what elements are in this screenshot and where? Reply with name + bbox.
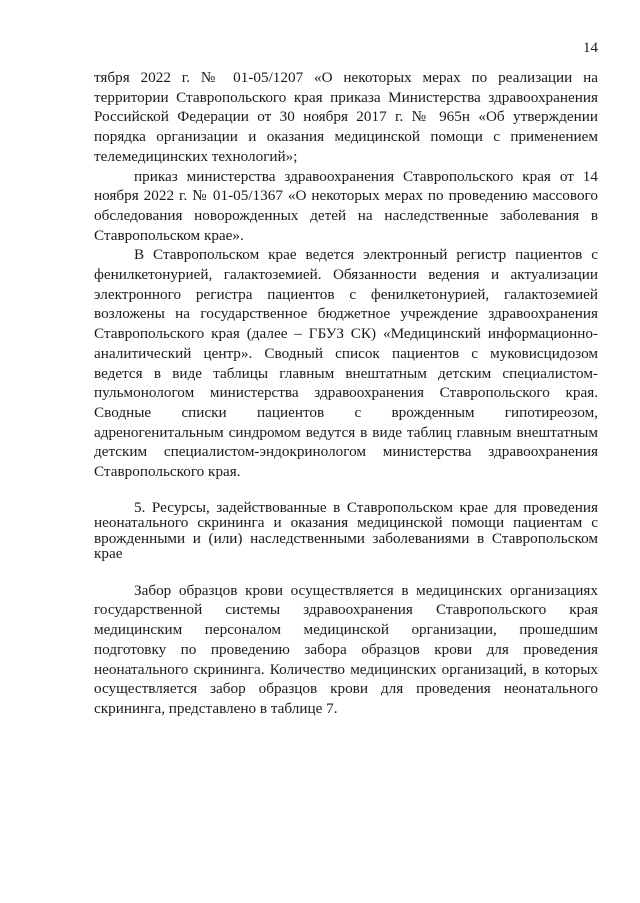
- paragraph-blood-sampling: Забор образцов крови осуществляется в медицинских организациях государственной системы здравоохранения Ставропольского края медицинским персоналом медицинской организации, прошедшим подготовку по проведению забора образцов крови для проведения неонатального скрининга. Количество медицинских организаций, в которых осуществляется забор образцов крови для проведения неонатального скрининга, представлено в таблице 7.: [94, 581, 598, 717]
- page-number: 14: [583, 40, 598, 56]
- paragraph-orders-continuation: тября 2022 г. № 01-05/1207 «О некоторых мерах по реализации на территории Ставропольского края приказа Министерства здравоохранения Российской Федерации от 30 ноября 2017 г. № 965н «Об утверждении порядка организации и оказания медицинской помощи с применением телемедицинских технологий»;: [94, 69, 598, 165]
- paragraph-order-newborn-screening: приказ министерства здравоохранения Ставропольского края от 14 ноября 2022 г. № 01-05/1367 «О некоторых мерах по проведению массового обследования новорожденных детей на наследственные заболевания в Ставропольском крае».: [94, 167, 598, 244]
- section-heading-resources: 5. Ресурсы, задействованные в Ставропольском крае для проведения неонатального скрининга и оказания медицинской помощи пациентам с врожденными и (или) наследственными заболеваниями в Ставропольском крае: [94, 498, 598, 563]
- document-body: [94, 68, 598, 719]
- paragraph-patient-registry: В Ставропольском крае ведется электронный регистр пациентов с фенилкетонурией, галактоземией. Обязанности ведения и актуализации электронного регистра пациентов с фенилкетонурией, галактоземией возложены на государственное бюджетное учреждение здравоохранения Ставропольского края (далее – ГБУЗ СК) «Медицинский информационно-аналитический центр». Сводный список пациентов с муковисцидозом ведется в виде таблицы главным внештатным детским специалистом-пульмонологом министерства здравоохранения Ставропольского края. Сводные списки пациентов с врожденным гипотиреозом, адреногенитальным синдромом ведутся в виде таблиц главным внештатным детским специалистом-эндокринологом министерства здравоохранения Ставропольского края.: [94, 246, 598, 481]
